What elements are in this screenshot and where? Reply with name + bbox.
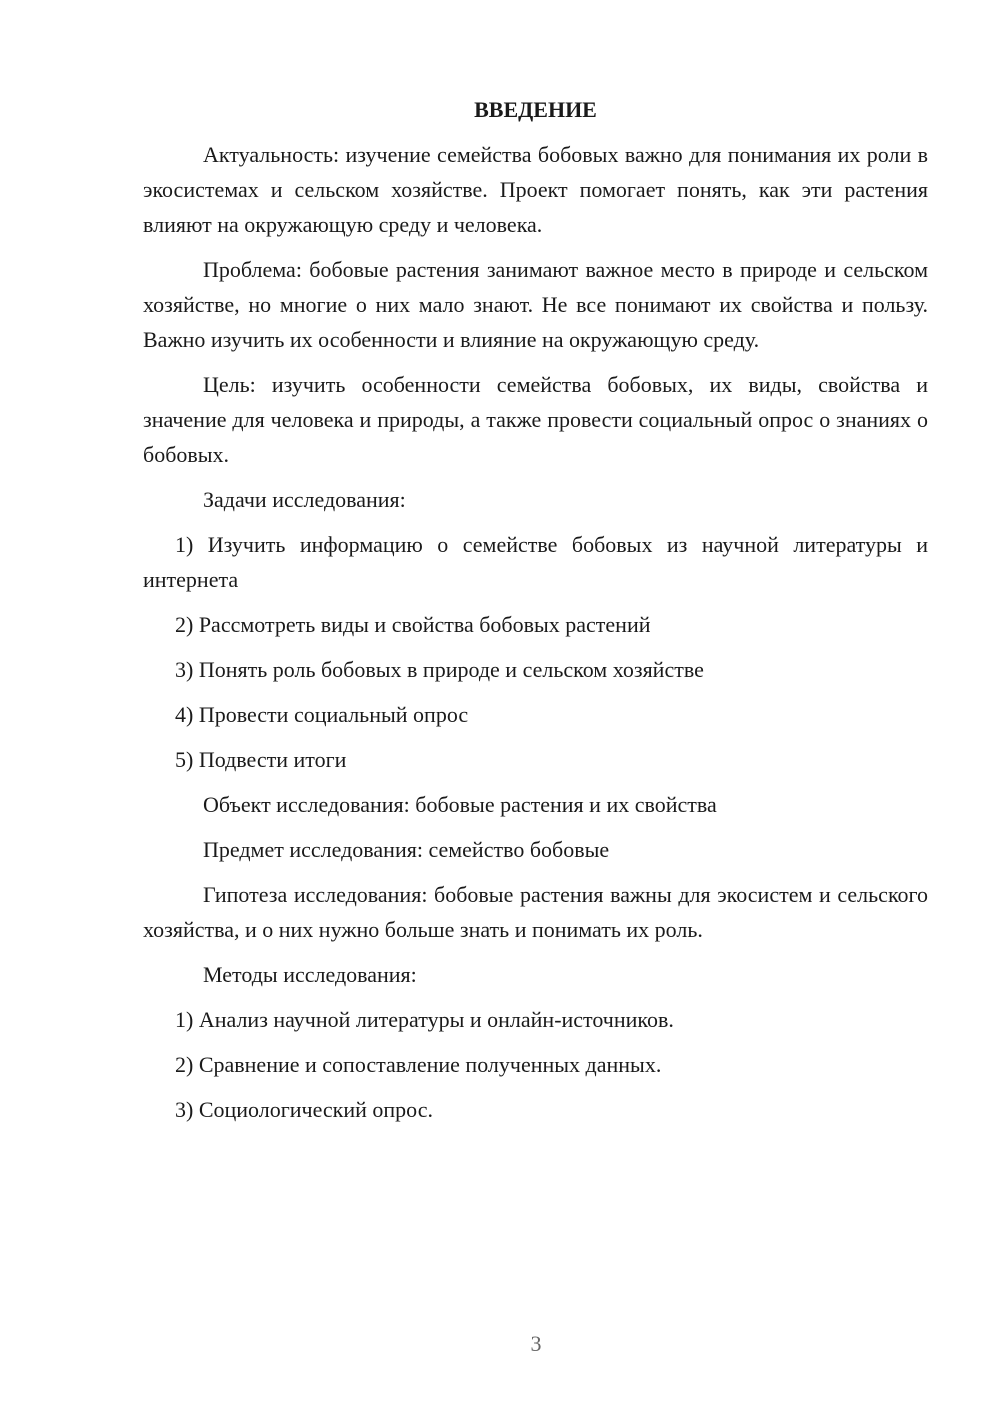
problem-paragraph: Проблема: бобовые растения занимают важное место в природе и сельском хозяйстве, но многие о них мало знают. Не все понимают их свойства и пользу. Важно изучить их особенности и влияние на окружающую среду. bbox=[143, 257, 928, 352]
method-item: 3) Социологический опрос. bbox=[175, 1097, 433, 1122]
methods-title: Методы исследования: bbox=[203, 962, 417, 987]
goal-paragraph: Цель: изучить особенности семейства бобовых, их виды, свойства и значение для человека и природы, а также провести социальный опрос о знаниях о бобовых. bbox=[143, 372, 928, 467]
page-content bbox=[143, 92, 928, 1137]
research-hypothesis: Гипотеза исследования: бобовые растения важны для экосистем и сельского хозяйства, и о них нужно больше знать и понимать их роль. bbox=[143, 882, 928, 942]
task-item: 4) Провести социальный опрос bbox=[175, 702, 469, 727]
research-subject: Предмет исследования: семейство бобовые bbox=[203, 837, 610, 862]
page-number: 3 bbox=[530, 1331, 542, 1356]
section-heading: ВВЕДЕНИЕ bbox=[474, 97, 597, 122]
relevance-paragraph: Актуальность: изучение семейства бобовых важно для понимания их роли в экосистемах и сельском хозяйстве. Проект помогает понять, как эти растения влияют на окружающую среду и человека. bbox=[143, 142, 928, 237]
method-item: 2) Сравнение и сопоставление полученных данных. bbox=[175, 1052, 662, 1077]
task-item: 3) Понять роль бобовых в природе и сельском хозяйстве bbox=[175, 657, 704, 682]
task-item: 1) Изучить информацию о семействе бобовых из научной литературы и интернета bbox=[143, 532, 928, 592]
tasks-title: Задачи исследования: bbox=[203, 487, 406, 512]
research-object: Объект исследования: бобовые растения и их свойства bbox=[203, 792, 717, 817]
task-item: 5) Подвести итоги bbox=[175, 747, 347, 772]
task-item: 2) Рассмотреть виды и свойства бобовых растений bbox=[175, 612, 651, 637]
method-item: 1) Анализ научной литературы и онлайн-источников. bbox=[175, 1007, 674, 1032]
